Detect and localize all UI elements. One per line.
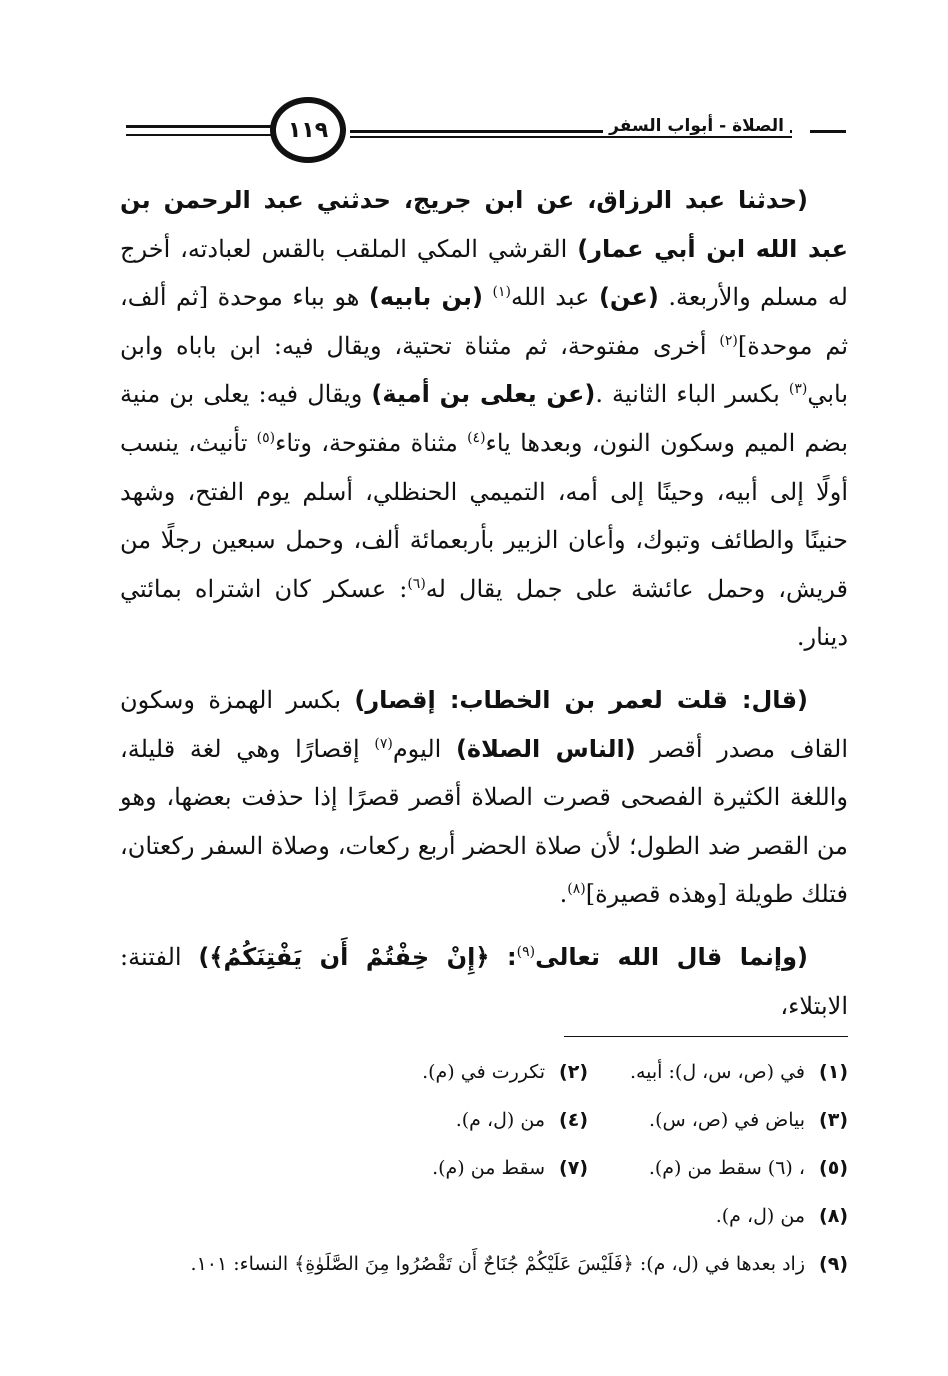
page-header [118, 92, 848, 172]
footnote-ref: (٨) [567, 881, 586, 898]
commentary-text: مثناة مفتوحة، وتاء [275, 428, 468, 457]
footnotes [120, 1048, 848, 1288]
header-rule [810, 130, 846, 133]
footnote-1: (١)في (ص، س، ل): أبيه. [629, 1061, 848, 1083]
quoted-text: : ﴿إِنْ خِفْتُمْ أَن يَفْتِنَكُمُ﴾) [198, 942, 517, 971]
commentary-text: أخرى مفتوحة، ثم مثناة تحتية، ويقال فيه: ابن باباه وابن بابي [120, 331, 849, 409]
footnote-ref: (٧) [374, 735, 393, 752]
paragraph [120, 176, 848, 662]
commentary-text: ويقال فيه: يعلى بن منية بضم الميم وسكون النون، وبعدها ياء [120, 380, 848, 457]
quoted-text: (بن بابيه) [368, 283, 484, 312]
quoted-text: (وإنما قال الله تعالى [535, 942, 809, 971]
commentary-text: : عسكر كان اشتراه بمائتي دينار. [120, 574, 848, 652]
commentary-text: . [559, 880, 568, 909]
commentary-text: إقصارًا وهي لغة قليلة، واللغة الكثيرة الفصحى قصرت الصلاة أقصر قصرًا إذا حذفت بعضها، وهو من القصر ضد الطول؛ لأن صلاة الحضر أربع ركعات، وصلاة السفر ركعتان، فتلك طويلة [وهذه قصيرة] [120, 734, 848, 909]
commentary-text: عبد الله [511, 283, 599, 312]
commentary-text: الفتنة: الابتلاء، [120, 942, 848, 1020]
footnote-ref: (٤) [467, 429, 486, 446]
main-text [120, 176, 848, 1044]
footnote-3: (٣)بياض في (ص، س). [649, 1109, 848, 1131]
footnote-separator [564, 1036, 848, 1037]
commentary-text: هو بباء موحدة [ثم ألف، ثم موحدة] [120, 283, 849, 360]
header-rule [350, 136, 792, 138]
footnote-ref: (٦) [407, 575, 426, 592]
footnote-ref: (١) [492, 284, 511, 301]
footnote-row [120, 1144, 848, 1192]
commentary-text: بكسر الهمزة وسكون القاف مصدر أقصر [120, 685, 849, 763]
footnote-row [120, 1048, 848, 1096]
footnote-8: (٨)من (ل، م). [715, 1205, 848, 1227]
footnote-5: (٥)، (٦) سقط من (م). [648, 1157, 848, 1179]
footnote-9: (٩)زاد بعدها في (ل، م): ﴿فَلَيْسَ عَلَيْكُمْ جُنَاحٌ أَن تَقْصُرُوا مِنَ الصَّلَوٰةِ﴾ النساء: ١٠١. [190, 1253, 848, 1275]
footnote-row [120, 1096, 848, 1144]
quoted-text: (عن) [598, 283, 659, 312]
footnote-ref: (٣) [788, 381, 808, 398]
page-number: ١١٩ [270, 97, 346, 163]
quoted-text: (الناس الصلاة) [455, 734, 636, 763]
footnote-ref: (٢) [719, 332, 738, 349]
quoted-text: (حدثنا عبد الرزاق، عن ابن جريج، حدثني عبد الرحمن بن عبد الله ابن أبي عمار) [120, 186, 849, 263]
footnote-ref: (٥) [256, 429, 276, 446]
footnote-4: (٤)من (ل، م). [455, 1109, 588, 1131]
quoted-text: (عن يعلى بن أمية) [371, 380, 596, 409]
running-title: الصلاة - أبواب السفر [603, 116, 790, 136]
footnote-ref: (٩) [516, 943, 536, 960]
footnote-row [120, 1240, 848, 1288]
paragraph [120, 933, 848, 1030]
quoted-text: (قال: قلت لعمر بن الخطاب: إقصار) [354, 685, 808, 714]
commentary-text [483, 283, 493, 311]
footnote-2: (٢)تكررت في (م). [422, 1061, 588, 1083]
commentary-text: القرشي المكي الملقب بالقس لعبادته، أخرج له مسلم والأربعة. [120, 234, 848, 312]
footnote-7: (٧)سقط من (م). [432, 1157, 588, 1179]
commentary-text: تأنيث، ينسب أولًا إلى أبيه، وحينًا إلى أمه، التميمي الحنظلي، أسلم يوم الفتح، وشهد حنينًا والطائف وتبوك، وأعان الزبير بأربعمائة ألف، وحمل سبعين رجلًا من قريش، وحمل عائشة على جمل يقال له [120, 428, 848, 603]
commentary-text: بكسر الباء الثانية . [595, 380, 789, 409]
paragraph [120, 676, 848, 919]
commentary-text: اليوم [392, 734, 456, 763]
footnote-row [120, 1192, 848, 1240]
